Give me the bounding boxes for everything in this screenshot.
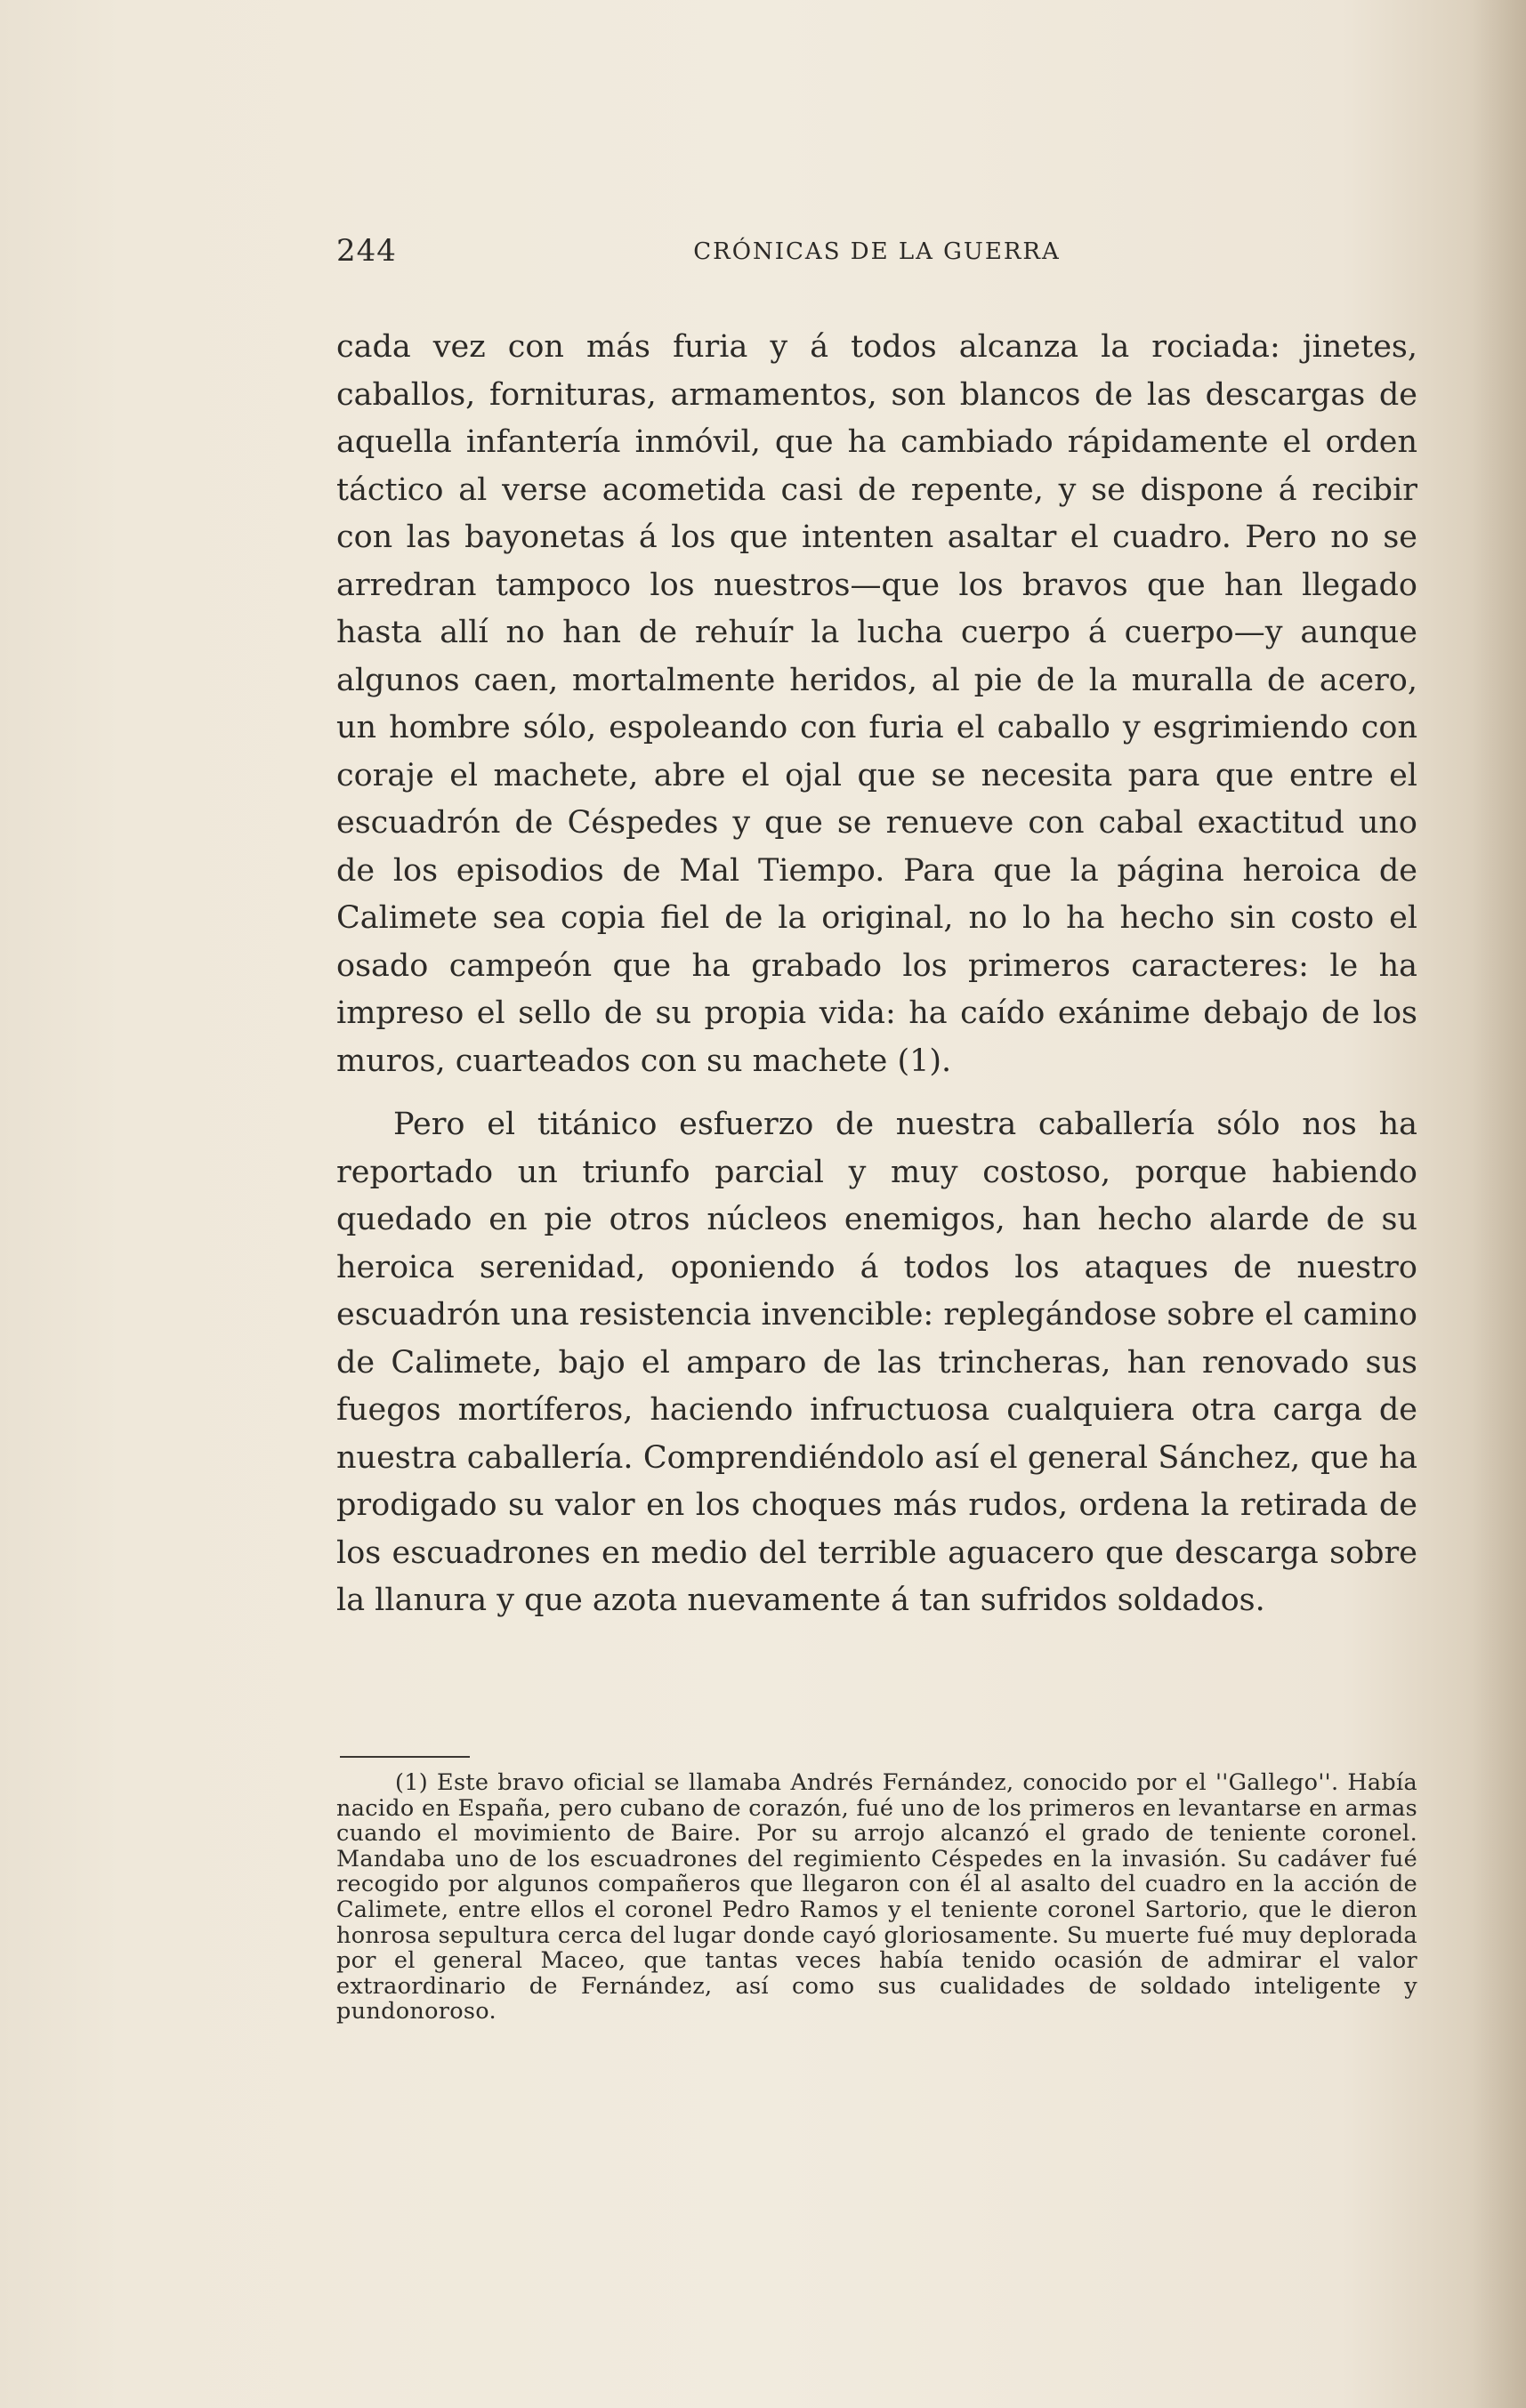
page-number: 244 bbox=[336, 233, 397, 269]
footnote bbox=[336, 1770, 1417, 2025]
main-text bbox=[336, 324, 1417, 1625]
footnote-text: (1) Este bravo oficial se llamaba Andrés Fernández, conocido por el ''Gallego''. Había nacido en España, pero cubano de corazón, fué uno de los primeros en levantarse en armas cuando el movimiento de Baire. Por su arrojo alcanzó el grado de teniente coronel. Mandaba uno de los escuadrones del regimiento Céspedes en la invasión. Su cadáver fué recogido por algunos compañeros que llegaron con él al asalto del cuadro en la acción de Calimete, entre ellos el coronel Pedro Ramos y el teniente coronel Sartorio, que le dieron honrosa sepultura cerca del lugar donde cayó gloriosamente. Su muerte fué muy deplorada por el general Maceo, que tantas veces había tenido ocasión de admirar el valor extraordinario de Fernández, así como sus cualidades de soldado inteligente y pundonoroso. bbox=[336, 1769, 1417, 2025]
page-header bbox=[336, 233, 1417, 278]
paragraph-2: Pero el titánico esfuerzo de nuestra caballería sólo nos ha reportado un triunfo parcial y muy costoso, porque habiendo quedado en pie otros núcleos enemigos, han hecho alarde de su heroica serenidad, oponiendo á todos los ataques de nuestro escuadrón una resistencia invencible: replegándose sobre el camino de Calimete, bajo el amparo de las trincheras, han renovado sus fuegos mortíferos, haciendo infructuosa cualquiera otra carga de nuestra caballería. Comprendiéndolo así el general Sánchez, que ha prodigado su valor en los choques más rudos, ordena la retirada de los escuadrones en medio del terrible aguacero que descarga sobre la llanura y que azota nuevamente á tan sufridos soldados. bbox=[336, 1107, 1417, 1618]
paragraph-1: cada vez con más furia y á todos alcanza la rociada: jinetes, caballos, fornituras, armamentos, son blancos de las descargas de aquella infantería inmóvil, que ha cambiado rápidamente el orden táctico al verse acometida casi de repente, y se dispone á recibir con las bayonetas á los que intenten asaltar el cuadro. Pero no se arredran tampoco los nuestros—que los bravos que han llegado hasta allí no han de rehuír la lucha cuerpo á cuerpo—y aunque algunos caen, mortalmente heridos, al pie de la muralla de acero, un hombre sólo, espoleando con furia el caballo y esgrimiendo con coraje el machete, abre el ojal que se necesita para que entre el escuadrón de Céspedes y que se renueve con cabal exactitud uno de los episodios de Mal Tiempo. Para que la página heroica de Calimete sea copia fiel de la original, no lo ha hecho sin costo el osado campeón que ha grabado los primeros caracteres: le ha impreso el sello de su propia vida: ha caído exánime debajo de los muros, cuarteados con su machete (1). bbox=[336, 329, 1417, 1079]
footnote-divider bbox=[340, 1756, 470, 1758]
running-title: CRÓNICAS DE LA GUERRA bbox=[693, 238, 1061, 265]
